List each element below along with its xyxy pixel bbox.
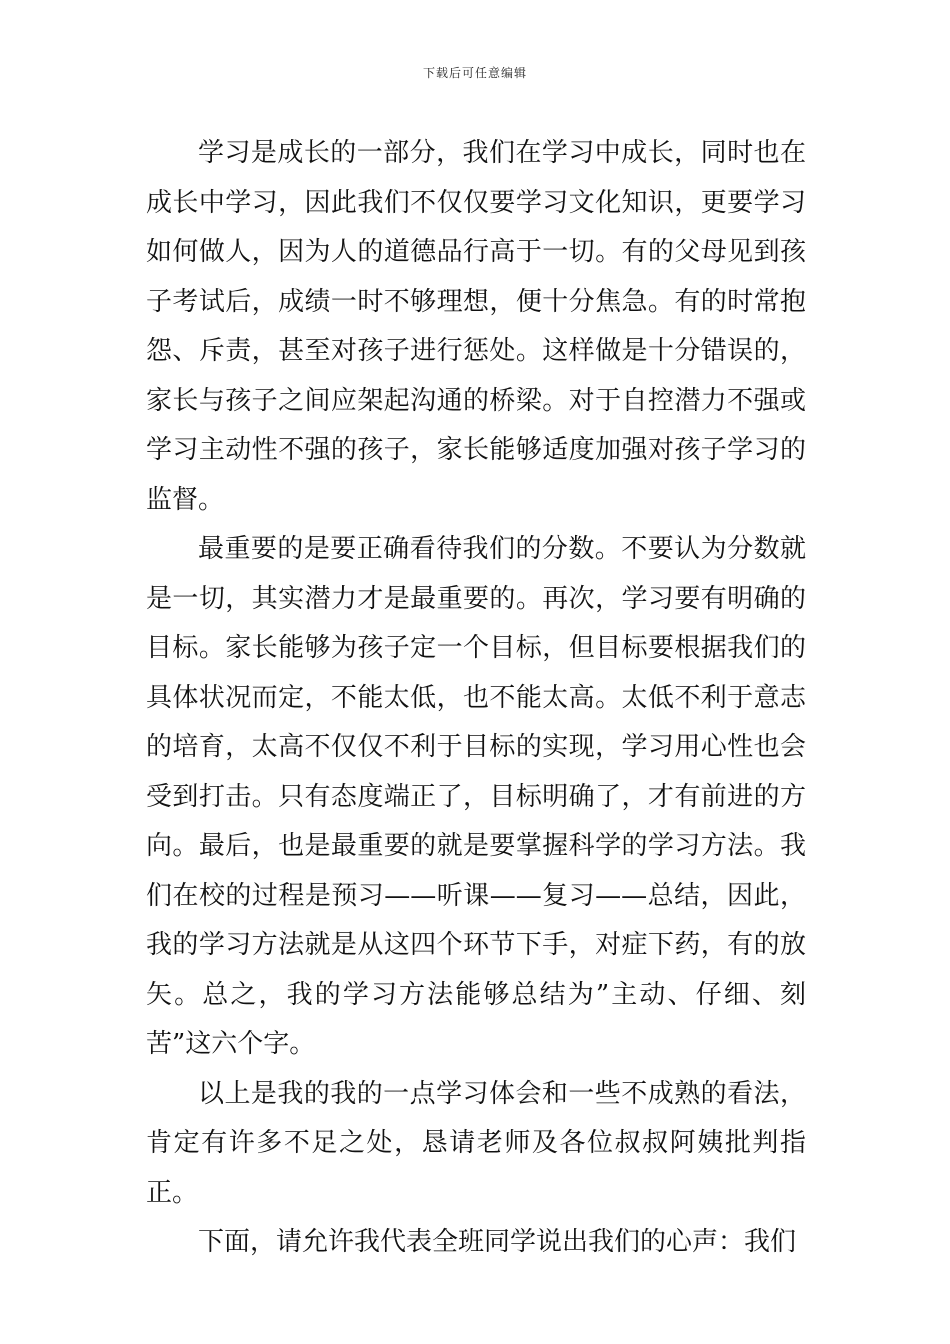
document-body bbox=[146, 129, 806, 1268]
paragraph: 学习是成长的一部分，我们在学习中成长，同时也在成长中学习，因此我们不仅仅要学习文化知识，更要学习如何做人，因为人的道德品行高于一切。有的父母见到孩子考试后，成绩一时不够理想，便十分焦急。有的时常抱怨、斥责，甚至对孩子进行惩处。这样做是十分错误的，家长与孩子之间应架起沟通的桥梁。对于自控潜力不强或学习主动性不强的孩子，家长能够适度加强对孩子学习的监督。 bbox=[146, 138, 806, 515]
page-header: 下载后可任意编辑 bbox=[422, 66, 527, 80]
paragraph: 最重要的是要正确看待我们的分数。不要认为分数就是一切，其实潜力才是最重要的。再次，学习要有明确的目标。家长能够为孩子定一个目标，但目标要根据我们的具体状况而定，不能太低，也不能太高。太低不利于意志的培育，太高不仅仅不利于目标的实现，学习用心性也会受到打击。只有态度端正了，目标明确了，才有前进的方向。最后，也是最重要的就是要掌握科学的学习方法。我们在校的过程是预习——听课——复习——总结，因此，我的学习方法就是从这四个环节下手，对症下药，有的放矢。总之，我的学习方法能够总结为”主动、仔细、刻苦”这六个字。 bbox=[146, 534, 806, 1059]
paragraph: 以上是我的我的一点学习体会和一些不成熟的看法，肯定有许多不足之处，恳请老师及各位叔叔阿姨批判指正。 bbox=[146, 1078, 806, 1208]
paragraph: 下面，请允许我代表全班同学说出我们的心声：我们 bbox=[198, 1227, 797, 1257]
